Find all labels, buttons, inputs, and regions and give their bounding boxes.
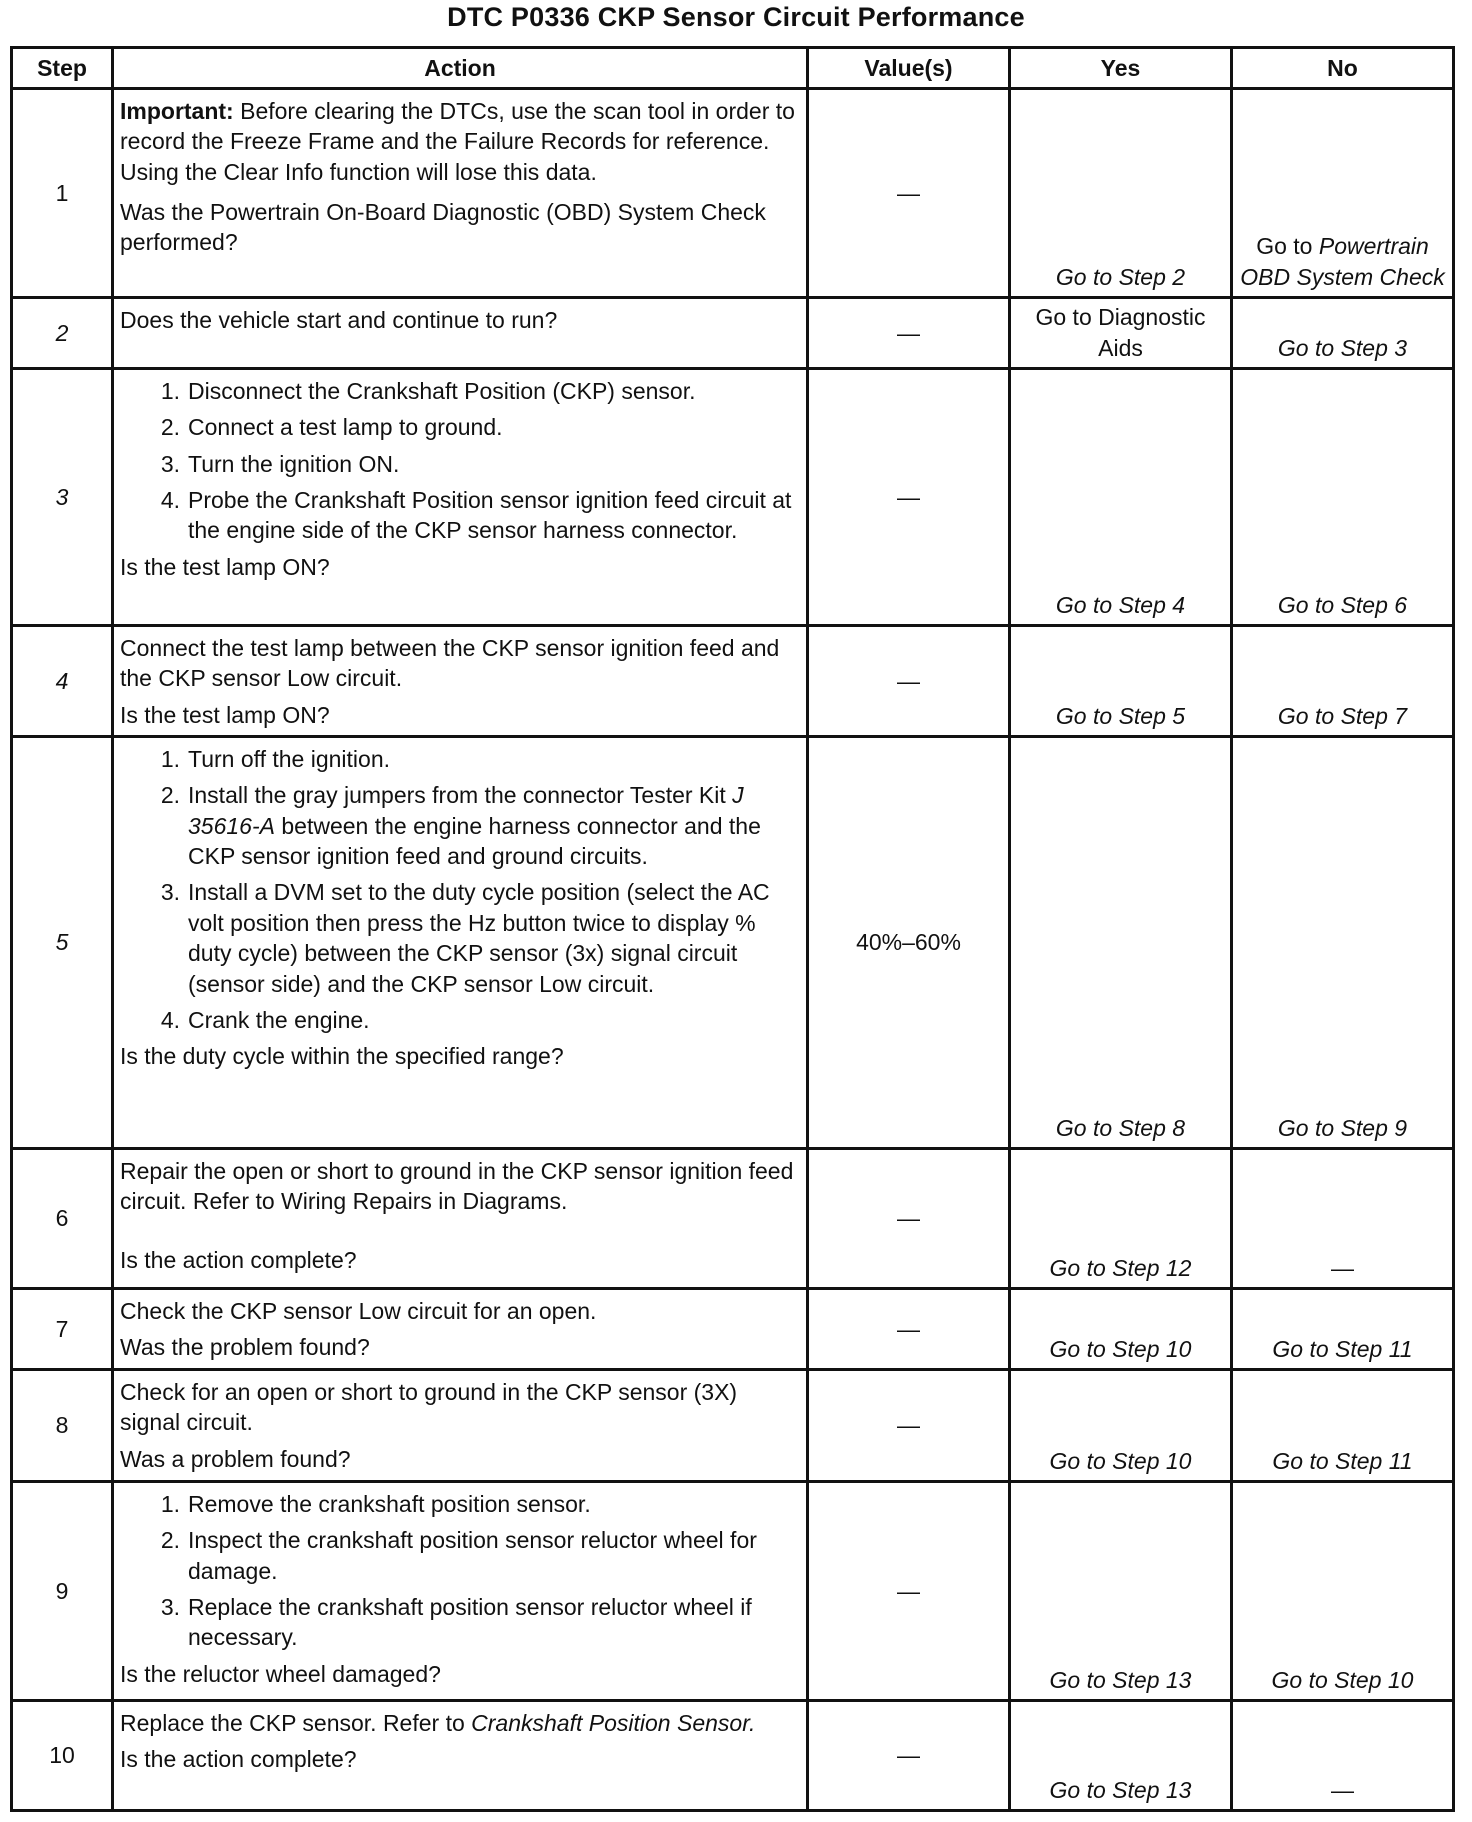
table-row: [12, 1289, 1454, 1370]
no-link-target: Powertrain OBD System Check: [1240, 233, 1445, 290]
step-number: 7: [12, 1289, 113, 1370]
step-number: 9: [12, 1482, 113, 1701]
action-text: Connect the test lamp between the CKP sensor ignition feed and the CKP sensor Low circuit.: [120, 635, 780, 692]
action-cell: [113, 1370, 808, 1482]
action-question: Was a problem found?: [120, 1445, 351, 1472]
value-cell: —: [808, 1289, 1010, 1370]
procedure-reference: Crankshaft Position Sensor.: [471, 1710, 756, 1736]
action-cell: [113, 1149, 808, 1289]
value-cell: 40%–60%: [808, 737, 1010, 1149]
table-row: [12, 89, 1454, 298]
action-question: Is the test lamp ON?: [120, 553, 330, 580]
action-question: Is the test lamp ON?: [120, 701, 330, 728]
action-text: Check the CKP sensor Low circuit for an open.: [120, 1298, 597, 1324]
step-number: 3: [12, 369, 113, 626]
no-link[interactable]: Go to Step 3: [1232, 298, 1454, 369]
action-question: Is the duty cycle within the specified range?: [120, 1043, 564, 1070]
action-question: Was the problem found?: [120, 1334, 370, 1361]
page-title: DTC P0336 CKP Sensor Circuit Performance: [447, 2, 1025, 32]
table-row: [12, 626, 1454, 737]
no-link[interactable]: Go to Step 7: [1232, 626, 1454, 737]
action-question: Is the action complete?: [120, 1246, 357, 1273]
no-value: —: [1232, 1701, 1454, 1811]
value-cell: —: [808, 1149, 1010, 1289]
action-cell: [113, 737, 808, 1149]
yes-link[interactable]: Go to Step 8: [1010, 737, 1232, 1149]
yes-link[interactable]: Go to Step 13: [1010, 1701, 1232, 1811]
value-cell: —: [808, 626, 1010, 737]
yes-link[interactable]: Go to Step 13: [1010, 1482, 1232, 1701]
value-cell: —: [808, 89, 1010, 298]
action-cell: [113, 1289, 808, 1370]
yes-link[interactable]: Go to Diagnostic Aids: [1010, 298, 1232, 369]
value-cell: —: [808, 1701, 1010, 1811]
action-cell: [113, 369, 808, 626]
header-row: [12, 48, 1454, 89]
table-row: [12, 1370, 1454, 1482]
list-item: 2. Install the gray jumpers from the connector Tester Kit J 35616-A between the engine harness connector and the CKP sensor ignition feed and ground circuits.: [160, 782, 761, 870]
action-cell: [113, 1482, 808, 1701]
important-label: Important:: [120, 98, 234, 124]
step-number: 1: [12, 89, 113, 298]
action-cell: [113, 1701, 808, 1811]
list-item: 3. Replace the crankshaft position sensor reluctor wheel if necessary.: [160, 1594, 752, 1651]
no-link[interactable]: Go to Step 9: [1232, 737, 1454, 1149]
table-row: [12, 1701, 1454, 1811]
step-number: 2: [12, 298, 113, 369]
action-cell: [113, 89, 808, 298]
yes-link[interactable]: Go to Step 12: [1010, 1149, 1232, 1289]
step-number: 8: [12, 1370, 113, 1482]
yes-link[interactable]: Go to Step 5: [1010, 626, 1232, 737]
action-text: Replace the CKP sensor. Refer to Crankshaft Position Sensor.: [120, 1710, 756, 1736]
table-row: [12, 298, 1454, 369]
step-number: 10: [12, 1701, 113, 1811]
list-item: 1. Remove the crankshaft position sensor.: [160, 1491, 591, 1517]
important-text: Before clearing the DTCs, use the scan tool in order to record the Freeze Frame and the Failure Records for reference. Using the Clear Info function will lose this data.: [120, 98, 795, 185]
no-value: —: [1232, 1149, 1454, 1289]
no-link[interactable]: Go to Step 10: [1232, 1482, 1454, 1701]
value-cell: —: [808, 369, 1010, 626]
action-cell: [113, 298, 808, 369]
action-text: Check for an open or short to ground in the CKP sensor (3X) signal circuit.: [120, 1379, 738, 1436]
list-item: 2. Connect a test lamp to ground.: [160, 414, 503, 441]
header-action: Action: [113, 48, 808, 89]
header-yes: Yes: [1010, 48, 1232, 89]
yes-link[interactable]: Go to Step 4: [1010, 369, 1232, 626]
no-link[interactable]: Go to Step 11: [1232, 1289, 1454, 1370]
step-number: 4: [12, 626, 113, 737]
value-cell: —: [808, 1482, 1010, 1701]
list-item: 3. Turn the ignition ON.: [160, 450, 400, 477]
header-no: No: [1232, 48, 1454, 89]
action-cell: [113, 626, 808, 737]
action-list: [120, 1489, 796, 1653]
diagnostic-table: [10, 46, 1455, 1812]
list-item: 3. Install a DVM set to the duty cycle position (select the AC volt position then press the Hz button twice to display % duty cycle) between the CKP sensor (3x) signal circuit (sensor side) and the CKP sensor Low circuit.: [160, 879, 770, 997]
list-item: 4. Probe the Crankshaft Position sensor ignition feed circuit at the engine side of the CKP sensor harness connector.: [160, 487, 792, 544]
action-text: Repair the open or short to ground in the CKP sensor ignition feed circuit. Refer to Wiring Repairs in Diagrams.: [120, 1158, 794, 1215]
action-question: Does the vehicle start and continue to run?: [120, 307, 558, 333]
table-row: [12, 1482, 1454, 1701]
action-list: [120, 744, 796, 1035]
yes-link[interactable]: Go to Step 2: [1010, 89, 1232, 298]
header-step: Step: [12, 48, 113, 89]
list-item: 1. Turn off the ignition.: [160, 746, 391, 772]
yes-link[interactable]: Go to Step 10: [1010, 1289, 1232, 1370]
no-link-prefix: Go to: [1256, 233, 1319, 260]
no-link[interactable]: [1232, 89, 1454, 298]
no-link[interactable]: Go to Step 6: [1232, 369, 1454, 626]
action-list: [120, 376, 796, 546]
action-question: Was the Powertrain On-Board Diagnostic (OBD) System Check performed?: [120, 199, 766, 256]
action-question: Is the action complete?: [120, 1746, 357, 1773]
important-note: [120, 96, 796, 187]
table-row: [12, 737, 1454, 1149]
step-number: 6: [12, 1149, 113, 1289]
table-row: [12, 1149, 1454, 1289]
value-cell: —: [808, 298, 1010, 369]
header-values: Value(s): [808, 48, 1010, 89]
list-item: 2. Inspect the crankshaft position sensor reluctor wheel for damage.: [160, 1527, 757, 1584]
yes-link[interactable]: Go to Step 10: [1010, 1370, 1232, 1482]
tool-reference: J 35616-A: [188, 782, 744, 839]
step-number: 5: [12, 737, 113, 1149]
no-link[interactable]: Go to Step 11: [1232, 1370, 1454, 1482]
action-question: Is the reluctor wheel damaged?: [120, 1660, 441, 1687]
table-row: [12, 369, 1454, 626]
value-cell: —: [808, 1370, 1010, 1482]
list-item: 4. Crank the engine.: [160, 1006, 370, 1033]
list-item: 1. Disconnect the Crankshaft Position (CKP) sensor.: [160, 378, 696, 404]
